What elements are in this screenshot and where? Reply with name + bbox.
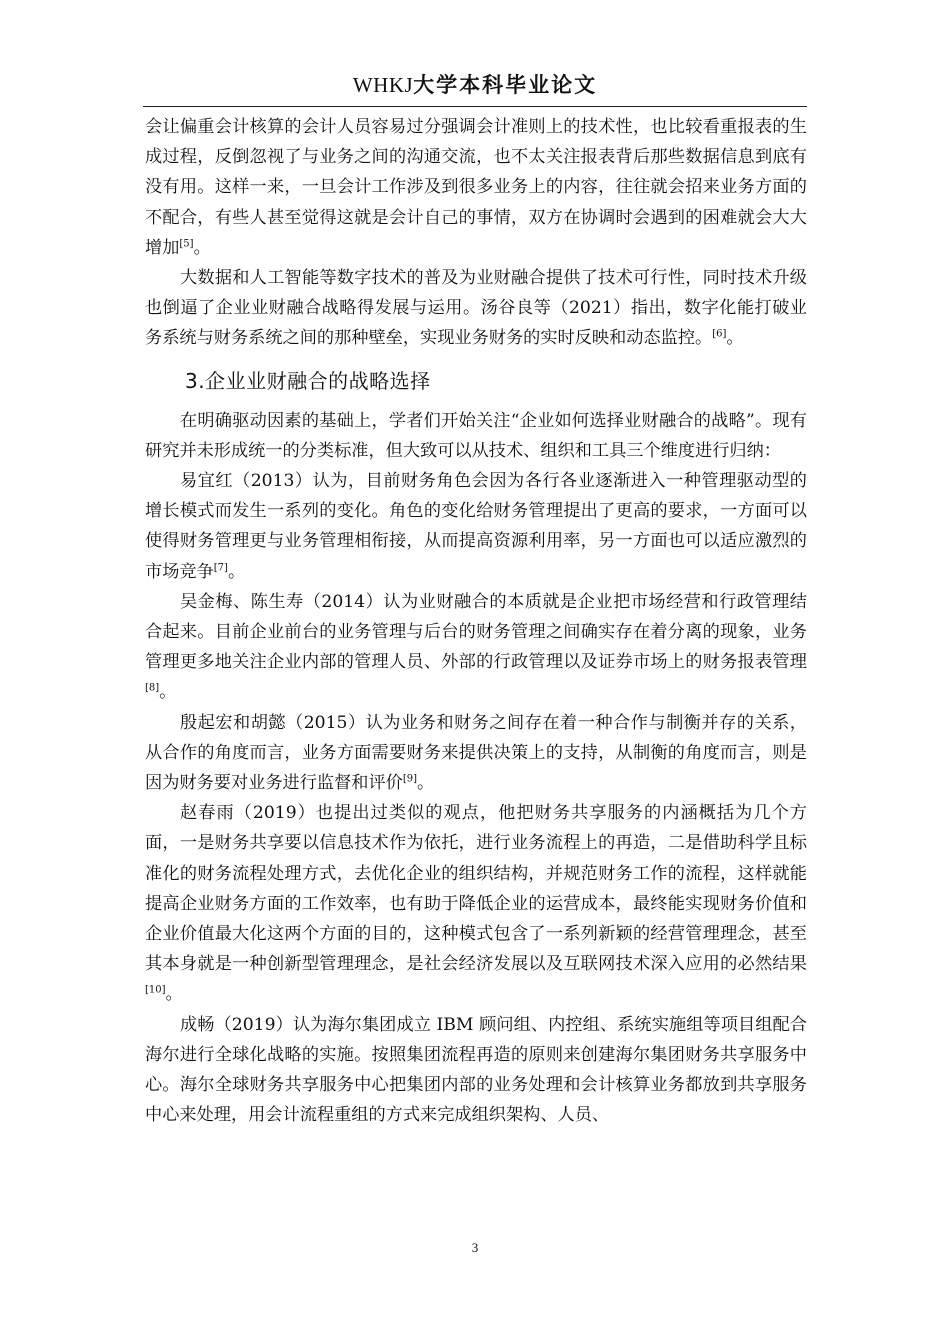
document-body [145, 112, 807, 1131]
paragraph [145, 708, 807, 799]
paragraph-end: 。 [726, 328, 744, 349]
paragraph [145, 406, 807, 466]
paragraph [145, 263, 807, 354]
paragraph-end: 。 [193, 237, 211, 258]
paragraph-text: 吴金梅、陈生寿（2014）认为业财融合的本质就是企业把市场经营和行政管理结合起来。目前企业前台的业务管理与后台的财务管理之间确实存在着分离的现象，业务管理更多地关注企业内部的管理人员、外部的行政管理以及证券市场上的财务报表管理 [145, 591, 807, 673]
paragraph-text: 会让偏重会计核算的会计人员容易过分强调会计准则上的技术性，也比较看重报表的生成过程，反倒忽视了与业务之间的沟通交流，也不太关注报表背后那些数据信息到底有没有用。这样一来，一旦会计工作涉及到很多业务上的内容，往往就会招来业务方面的不配合，有些人甚至觉得这就是会计自己的事情，双方在协调时会遇到的困难就会大大增加 [145, 117, 807, 258]
paragraph-end: 。 [159, 682, 177, 703]
paragraph [145, 466, 807, 587]
paragraph-text: 殷起宏和胡懿（2015）认为业务和财务之间存在着一种合作与制衡并存的关系，从合作的角度而言，业务方面需要财务来提供决策上的支持，从制衡的角度而言，则是因为财务要对业务进行监督和评价 [145, 712, 807, 794]
header-divider [143, 106, 807, 107]
paragraph-end: 。 [417, 773, 435, 794]
citation-ref: [8] [145, 682, 160, 694]
citation-ref: [7] [213, 561, 228, 573]
page-header [143, 70, 807, 100]
paragraph [145, 1010, 807, 1131]
header-title: 大学本科毕业论文 [413, 73, 598, 97]
paragraph-text: 易宜红（2013）认为，目前财务角色会因为各行各业逐渐进入一种管理驱动型的增长模式而发生一系列的变化。角色的变化给财务管理提出了更高的要求，一方面可以使得财务管理更与业务管理相衔接，从而提高资源利用率，另一方面也可以适应激烈的市场竞争 [145, 471, 807, 582]
header-school: WHKJ [352, 73, 414, 97]
citation-ref: [6] [712, 328, 727, 340]
citation-ref: [10] [145, 984, 166, 996]
paragraph-text: 赵春雨（2019）也提出过类似的观点，他把财务共享服务的内涵概括为几个方面，一是财务共享要以信息技术作为依托，进行业务流程上的再造，二是借助科学且标准化的财务流程处理方式，去优化企业的组织结构，并规范财务工作的流程，这样就能提高企业财务方面的工作效率，也有助于降低企业的运营成本，最终能实现财务价值和企业价值最大化这两个方面的目的，这种模式包含了一系列新颖的经营管理理念，甚至其本身就是一种创新型管理理念，是社会经济发展以及互联网技术深入应用的必然结果 [145, 803, 807, 975]
paragraph-text: 在明确驱动因素的基础上，学者们开始关注“企业如何选择业财融合的战略”。现有研究并未形成统一的分类标准，但大致可以从技术、组织和工具三个维度进行归纳： [145, 410, 807, 461]
section-heading: 3.企业业财融合的战略选择 [185, 368, 431, 393]
paragraph [145, 798, 807, 1009]
paragraph [145, 587, 807, 708]
paragraph-continued [145, 112, 807, 263]
paragraph-end: 。 [227, 561, 246, 582]
paragraph-text: 大数据和人工智能等数字技术的普及为业财融合提供了技术可行性，同时技术升级也倒逼了企业业财融合战略得发展与运用。汤谷良等（2021）指出，数字化能打破业务系统与财务系统之间的那种壁垒，实现业务财务的实时反映和动态监控。 [145, 268, 807, 349]
citation-ref: [9] [402, 773, 417, 785]
citation-ref: [5] [179, 238, 194, 250]
page-number: 3 [471, 1240, 479, 1255]
paragraph-end: 。 [165, 984, 183, 1005]
paragraph-text: 成畅（2019）认为海尔集团成立 IBM 顾问组、内控组、系统实施组等项目组配合海尔进行全球化战略的实施。按照集团流程再造的原则来创建海尔集团财务共享服务中心。海尔全球财务共享服务中心把集团内部的业务处理和会计核算业务都放到共享服务中心来处理，用会计流程重组的方式来完成组织架构、人员、 [145, 1014, 807, 1126]
